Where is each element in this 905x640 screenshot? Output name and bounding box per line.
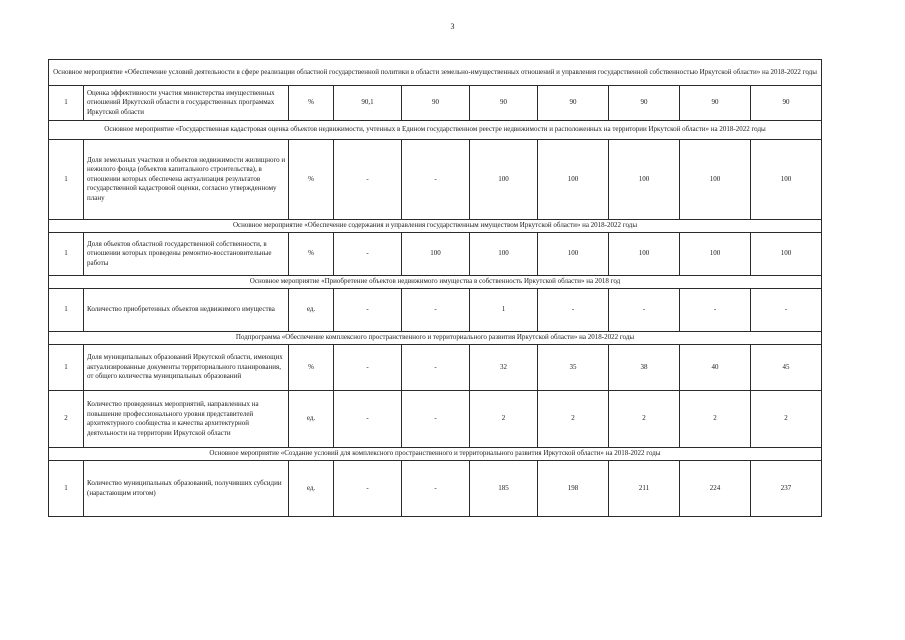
value-cell: 35 bbox=[538, 345, 609, 391]
value-cell: 2 bbox=[609, 391, 680, 448]
value-cell: 90 bbox=[538, 86, 609, 121]
unit-cell: % bbox=[289, 86, 334, 121]
value-cell: - bbox=[334, 140, 402, 220]
value-cell: 100 bbox=[538, 233, 609, 276]
section-title: Основное мероприятие «Приобретение объектов недвижимого имущества в собственность Иркутской области» на 2018 год bbox=[49, 276, 822, 289]
value-cell: - bbox=[334, 289, 402, 332]
indicator-name-cell: Доля муниципальных образований Иркутской области, имеющих актуализированные документы территориального планирования, от общего количества муниципальных образований bbox=[84, 345, 289, 391]
unit-cell: % bbox=[289, 233, 334, 276]
row-number-cell: 1 bbox=[49, 289, 84, 332]
value-cell: 237 bbox=[751, 461, 822, 517]
value-cell: 32 bbox=[470, 345, 538, 391]
value-cell: - bbox=[334, 391, 402, 448]
unit-cell: ед. bbox=[289, 391, 334, 448]
section-header-row bbox=[49, 332, 822, 345]
value-cell: - bbox=[334, 461, 402, 517]
value-cell: 38 bbox=[609, 345, 680, 391]
value-cell: - bbox=[402, 289, 470, 332]
value-cell: 198 bbox=[538, 461, 609, 517]
value-cell: 90,1 bbox=[334, 86, 402, 121]
value-cell: 100 bbox=[470, 140, 538, 220]
value-cell: 90 bbox=[680, 86, 751, 121]
indicators-table bbox=[48, 59, 822, 517]
row-number-cell: 1 bbox=[49, 461, 84, 517]
table-row bbox=[49, 86, 822, 121]
row-number-cell: 1 bbox=[49, 140, 84, 220]
value-cell: - bbox=[334, 233, 402, 276]
value-cell: - bbox=[402, 345, 470, 391]
value-cell: 224 bbox=[680, 461, 751, 517]
section-header-row bbox=[49, 220, 822, 233]
unit-cell: % bbox=[289, 345, 334, 391]
value-cell: 90 bbox=[470, 86, 538, 121]
section-title: Основное мероприятие «Государственная кадастровая оценка объектов недвижимости, учтенных в Едином государственном реестре недвижимости и расположенных на территории Иркутской области» на 2018-2022 годы bbox=[49, 121, 822, 140]
value-cell: - bbox=[334, 345, 402, 391]
indicator-name-cell: Оценка эффективности участия министерства имущественных отношений Иркутской области в государственных программах Иркутской области bbox=[84, 86, 289, 121]
value-cell: 90 bbox=[751, 86, 822, 121]
row-number-cell: 1 bbox=[49, 86, 84, 121]
row-number-cell: 1 bbox=[49, 233, 84, 276]
section-title: Основное мероприятие «Создание условий для комплексного пространственного и территориального развития Иркутской области» на 2018-2022 годы bbox=[49, 448, 822, 461]
section-header-row bbox=[49, 121, 822, 140]
value-cell: 40 bbox=[680, 345, 751, 391]
value-cell: 2 bbox=[538, 391, 609, 448]
section-header-row bbox=[49, 448, 822, 461]
row-number-cell: 1 bbox=[49, 345, 84, 391]
value-cell: - bbox=[609, 289, 680, 332]
indicator-name-cell: Количество проведенных мероприятий, направленных на повышение профессионального уровня представителей архитектурного сообщества и качества архитектурной деятельности на территории Иркутской области bbox=[84, 391, 289, 448]
value-cell: - bbox=[751, 289, 822, 332]
indicator-name-cell: Количество муниципальных образований, получивших субсидии (нарастающим итогом) bbox=[84, 461, 289, 517]
value-cell: 2 bbox=[751, 391, 822, 448]
value-cell: 211 bbox=[609, 461, 680, 517]
value-cell: 90 bbox=[402, 86, 470, 121]
table-body bbox=[49, 60, 822, 517]
table-row bbox=[49, 289, 822, 332]
value-cell: 100 bbox=[402, 233, 470, 276]
indicator-name-cell: Доля объектов областной государственной собственности, в отношении которых проведены ремонтно-восстановительные работы bbox=[84, 233, 289, 276]
table-row bbox=[49, 345, 822, 391]
row-number-cell: 2 bbox=[49, 391, 84, 448]
value-cell: 90 bbox=[609, 86, 680, 121]
unit-cell: ед. bbox=[289, 461, 334, 517]
value-cell: - bbox=[538, 289, 609, 332]
value-cell: 100 bbox=[470, 233, 538, 276]
value-cell: 100 bbox=[751, 233, 822, 276]
value-cell: - bbox=[402, 140, 470, 220]
value-cell: 2 bbox=[470, 391, 538, 448]
value-cell: 100 bbox=[609, 140, 680, 220]
value-cell: 185 bbox=[470, 461, 538, 517]
unit-cell: % bbox=[289, 140, 334, 220]
table-row bbox=[49, 461, 822, 517]
unit-cell: ед. bbox=[289, 289, 334, 332]
section-header-row bbox=[49, 276, 822, 289]
indicator-name-cell: Количество приобретенных объектов недвижимого имущества bbox=[84, 289, 289, 332]
section-title: Основное мероприятие «Обеспечение условий деятельности в сфере реализации областной государственной политики в области земельно-имущественных отношений и управления государственной собственностью Иркутской области» на 2018-2022 годы bbox=[49, 60, 822, 86]
table-row bbox=[49, 140, 822, 220]
value-cell: 100 bbox=[751, 140, 822, 220]
table-row bbox=[49, 233, 822, 276]
value-cell: 100 bbox=[609, 233, 680, 276]
table-row bbox=[49, 391, 822, 448]
value-cell: 100 bbox=[538, 140, 609, 220]
section-header-row bbox=[49, 60, 822, 86]
value-cell: 100 bbox=[680, 233, 751, 276]
value-cell: 2 bbox=[680, 391, 751, 448]
section-title: Основное мероприятие «Обеспечение содержания и управления государственным имуществом Иркутской области» на 2018-2022 годы bbox=[49, 220, 822, 233]
value-cell: - bbox=[402, 461, 470, 517]
value-cell: 45 bbox=[751, 345, 822, 391]
value-cell: 1 bbox=[470, 289, 538, 332]
value-cell: - bbox=[680, 289, 751, 332]
page-number: 3 bbox=[450, 22, 455, 31]
value-cell: 100 bbox=[680, 140, 751, 220]
section-title: Подпрограмма «Обеспечение комплексного пространственного и территориального развития Иркутской области» на 2018-2022 годы bbox=[49, 332, 822, 345]
value-cell: - bbox=[402, 391, 470, 448]
indicator-name-cell: Доля земельных участков и объектов недвижимости жилищного и нежилого фонда (объектов капитального строительства), в отношении которых обеспечена актуализация результатов государственной кадастровой оценки, согласно утвержденному плану bbox=[84, 140, 289, 220]
